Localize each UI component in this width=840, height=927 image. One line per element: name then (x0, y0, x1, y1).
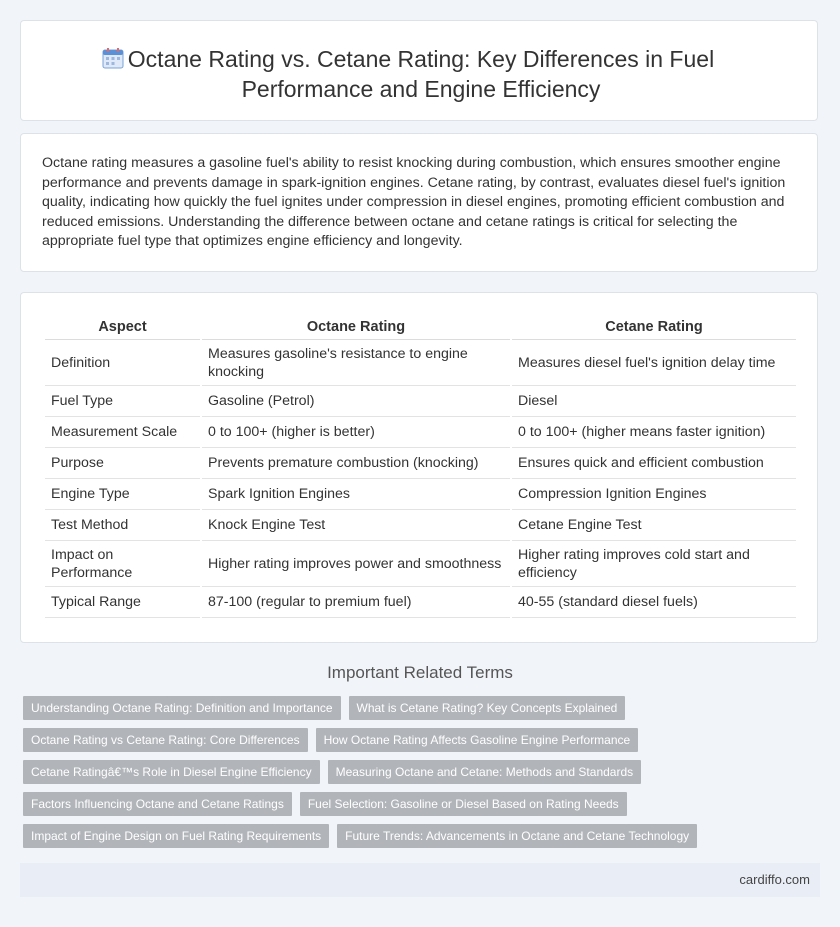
table-cell: Higher rating improves cold start and efficiency (512, 541, 796, 587)
table-cell: Higher rating improves power and smoothness (202, 541, 510, 587)
comparison-table (43, 313, 798, 618)
related-term-link[interactable]: Impact of Engine Design on Fuel Rating Requirements (23, 824, 329, 848)
related-term-link[interactable]: Understanding Octane Rating: Definition and Importance (23, 696, 341, 720)
table-cell: Ensures quick and efficient combustion (512, 448, 796, 479)
intro-card (20, 133, 818, 272)
related-term-link[interactable]: What is Cetane Rating? Key Concepts Explained (349, 696, 626, 720)
table-cell: 40-55 (standard diesel fuels) (512, 587, 796, 618)
table-row (45, 479, 796, 510)
table-cell: Measures diesel fuel's ignition delay time (512, 340, 796, 386)
table-cell: Measures gasoline's resistance to engine knocking (202, 340, 510, 386)
table-row (45, 340, 796, 386)
table-cell: Engine Type (45, 479, 200, 510)
footer-site-link[interactable]: cardiffo.com (739, 872, 810, 887)
header-octane: Octane Rating (202, 313, 510, 340)
table-cell: Compression Ignition Engines (512, 479, 796, 510)
header-aspect: Aspect (45, 313, 200, 340)
table-row (45, 448, 796, 479)
related-term-link[interactable]: Factors Influencing Octane and Cetane Ratings (23, 792, 292, 816)
table-cell: 0 to 100+ (higher means faster ignition) (512, 417, 796, 448)
table-cell: Knock Engine Test (202, 510, 510, 541)
related-terms-list (23, 696, 813, 856)
table-cell: Measurement Scale (45, 417, 200, 448)
related-term-link[interactable]: How Octane Rating Affects Gasoline Engine Performance (316, 728, 639, 752)
table-row (45, 510, 796, 541)
table-cell: Spark Ignition Engines (202, 479, 510, 510)
table-cell: Fuel Type (45, 386, 200, 417)
table-cell: Test Method (45, 510, 200, 541)
page-title: Octane Rating vs. Cetane Rating: Key Differences in Fuel Performance and Engine Efficiency (127, 46, 715, 102)
table-row (45, 541, 796, 587)
related-term-link[interactable]: Fuel Selection: Gasoline or Diesel Based on Rating Needs (300, 792, 627, 816)
table-cell: Cetane Engine Test (512, 510, 796, 541)
table-cell: 87-100 (regular to premium fuel) (202, 587, 510, 618)
related-term-link[interactable]: Future Trends: Advancements in Octane and Cetane Technology (337, 824, 697, 848)
intro-paragraph: Octane rating measures a gasoline fuel's ability to resist knocking during combustion, which ensures smoother engine performance and prevents damage in spark-ignition engines. Cetane rating, by contrast, evaluates diesel fuel's ignition quality, indicating how quickly the fuel ignites under compression in diesel engines, promoting efficient combustion and reduced emissions. Understanding the difference between octane and cetane ratings is critical for selecting the appropriate fuel type that optimizes engine efficiency and longevity. (42, 155, 786, 249)
header-card (20, 20, 818, 121)
related-term-link[interactable]: Octane Rating vs Cetane Rating: Core Differences (23, 728, 308, 752)
table-cell: Prevents premature combustion (knocking) (202, 448, 510, 479)
header-cetane: Cetane Rating (512, 313, 796, 340)
related-term-link[interactable]: Measuring Octane and Cetane: Methods and Standards (328, 760, 642, 784)
table-cell: Typical Range (45, 587, 200, 618)
table-cell: Impact on Performance (45, 541, 200, 587)
table-cell: 0 to 100+ (higher is better) (202, 417, 510, 448)
related-terms-heading: Important Related Terms (327, 663, 513, 682)
table-cell: Purpose (45, 448, 200, 479)
table-cell: Definition (45, 340, 200, 386)
table-cell: Diesel (512, 386, 796, 417)
table-row (45, 386, 796, 417)
table-cell: Gasoline (Petrol) (202, 386, 510, 417)
table-row (45, 417, 796, 448)
table-header-row (45, 313, 796, 340)
comparison-table-card (20, 292, 818, 643)
footer (20, 863, 820, 897)
table-row (45, 587, 796, 618)
related-term-link[interactable]: Cetane Ratingâ€™s Role in Diesel Engine Efficiency (23, 760, 320, 784)
